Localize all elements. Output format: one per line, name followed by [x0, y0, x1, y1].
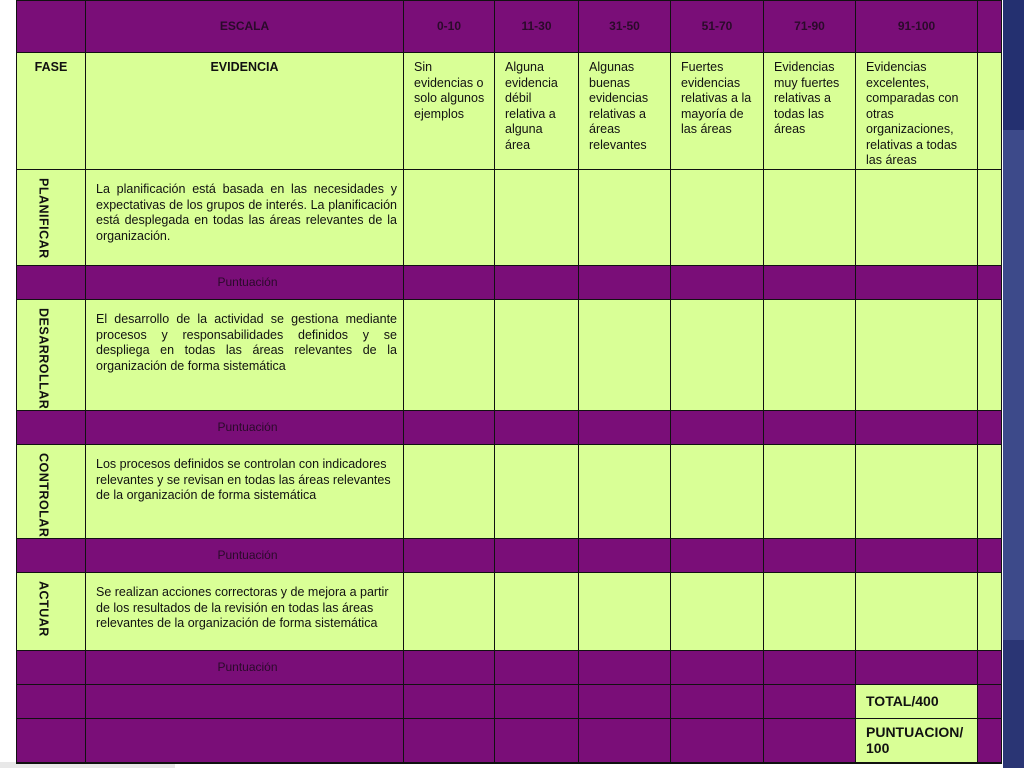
score-total-cell[interactable] — [404, 411, 495, 445]
score-total-cell[interactable] — [579, 266, 671, 300]
range-description-91-100: Evidencias excelentes, comparadas con otras organizaciones, relativas a todas las áreas — [856, 53, 978, 170]
score-total-cell[interactable] — [856, 411, 978, 445]
score-total-cell[interactable] — [856, 266, 978, 300]
score-total-cell[interactable] — [764, 266, 856, 300]
score-total-cell[interactable] — [671, 539, 764, 573]
range-description-11-30: Alguna evidencia débil relativa a alguna área — [495, 53, 579, 170]
score-total-cell[interactable] — [671, 651, 764, 685]
column-header-row — [17, 53, 1002, 170]
range-0-10: 0-10 — [404, 1, 495, 53]
score-total-cell[interactable] — [495, 266, 579, 300]
score-cell[interactable] — [579, 300, 671, 411]
extra-cell — [978, 445, 1002, 539]
score-cell[interactable] — [495, 445, 579, 539]
scale-label: ESCALA — [86, 1, 404, 53]
score-cell[interactable] — [495, 300, 579, 411]
phase-column-label: FASE — [17, 53, 86, 170]
score-cell[interactable] — [579, 445, 671, 539]
header-empty-cell — [17, 1, 86, 53]
score-cell[interactable] — [495, 573, 579, 651]
score-cell[interactable] — [856, 573, 978, 651]
score-total-cell[interactable] — [495, 411, 579, 445]
score-cell[interactable] — [856, 300, 978, 411]
score-total-cell[interactable] — [404, 651, 495, 685]
phase-name-cell — [17, 300, 86, 411]
extra-cell — [978, 53, 1002, 170]
phase-row-controlar — [17, 445, 1002, 539]
total-label: TOTAL/400 — [856, 685, 978, 719]
score-cell[interactable] — [764, 445, 856, 539]
phase-evidence: Se realizan acciones correctoras y de mejora a partir de los resultados de la revisión en todas las áreas relevantes de la organización de forma sistemática — [86, 573, 404, 651]
range-51-70: 51-70 — [671, 1, 764, 53]
phase-row-desarrollar — [17, 300, 1002, 411]
score-cell[interactable] — [404, 170, 495, 266]
range-description-31-50: Algunas buenas evidencias relativas a áreas relevantes — [579, 53, 671, 170]
score-total-cell[interactable] — [579, 411, 671, 445]
score-cell[interactable] — [764, 300, 856, 411]
phase-evidence: El desarrollo de la actividad se gestiona mediante procesos y responsabilidades definidos y se despliega en todas las áreas relevantes de la organización de forma sistemática — [86, 300, 404, 411]
score-total-cell[interactable] — [495, 651, 579, 685]
phase-name-cell — [17, 170, 86, 266]
score-cell[interactable] — [764, 573, 856, 651]
score-total-cell[interactable] — [671, 266, 764, 300]
extra-cell — [978, 170, 1002, 266]
score-row-actuar — [17, 651, 1002, 685]
score-total-cell[interactable] — [579, 539, 671, 573]
evidence-column-label: EVIDENCIA — [86, 53, 404, 170]
phase-evidence: La planificación está basada en las necesidades y expectativas de los grupos de interés. La planificación está desplegada en todas las áreas relevantes de la organización. — [86, 170, 404, 266]
score-cell[interactable] — [764, 170, 856, 266]
phase-name: CONTROLAR — [36, 453, 51, 538]
phase-name-cell — [17, 573, 86, 651]
evaluation-table — [16, 0, 1002, 763]
phase-row-planificar — [17, 170, 1002, 266]
score-cell[interactable] — [579, 170, 671, 266]
score-cell[interactable] — [856, 170, 978, 266]
side-band-top — [1003, 0, 1024, 130]
score-cell[interactable] — [495, 170, 579, 266]
score-total-cell[interactable] — [764, 411, 856, 445]
extra-cell — [978, 300, 1002, 411]
score-cell[interactable] — [579, 573, 671, 651]
score-label: Puntuación — [86, 266, 404, 300]
range-description-0-10: Sin evidencias o solo algunos ejemplos — [404, 53, 495, 170]
score-label: Puntuación — [86, 539, 404, 573]
range-71-90: 71-90 — [764, 1, 856, 53]
score-cell[interactable] — [671, 573, 764, 651]
header-extra-cell — [978, 1, 1002, 53]
phase-name: ACTUAR — [36, 581, 51, 637]
score-total-cell[interactable] — [671, 411, 764, 445]
total-row — [17, 685, 1002, 719]
range-31-50: 31-50 — [579, 1, 671, 53]
score-total-cell[interactable] — [856, 539, 978, 573]
score-row-controlar — [17, 539, 1002, 573]
score-total-cell[interactable] — [764, 651, 856, 685]
score-label: Puntuación — [86, 411, 404, 445]
score-cell[interactable] — [404, 445, 495, 539]
phase-name: PLANIFICAR — [36, 178, 51, 259]
score-cell[interactable] — [671, 445, 764, 539]
final-score-row — [17, 719, 1002, 763]
final-score-label: PUNTUACION/ 100 — [856, 719, 978, 763]
range-91-100: 91-100 — [856, 1, 978, 53]
extra-cell — [978, 573, 1002, 651]
range-description-71-90: Evidencias muy fuertes relativas a todas las áreas — [764, 53, 856, 170]
score-total-cell[interactable] — [764, 539, 856, 573]
score-cell[interactable] — [671, 300, 764, 411]
score-total-cell[interactable] — [856, 651, 978, 685]
range-11-30: 11-30 — [495, 1, 579, 53]
score-row-desarrollar — [17, 411, 1002, 445]
score-cell[interactable] — [856, 445, 978, 539]
scale-header-row — [17, 1, 1002, 53]
score-total-cell[interactable] — [495, 539, 579, 573]
score-cell[interactable] — [404, 300, 495, 411]
phase-name-cell — [17, 445, 86, 539]
score-total-cell[interactable] — [404, 266, 495, 300]
score-cell[interactable] — [671, 170, 764, 266]
score-row-planificar — [17, 266, 1002, 300]
score-label: Puntuación — [86, 651, 404, 685]
phase-name: DESARROLLAR — [36, 308, 51, 410]
score-total-cell[interactable] — [579, 651, 671, 685]
phase-row-actuar — [17, 573, 1002, 651]
range-description-51-70: Fuertes evidencias relativas a la mayoría de las áreas — [671, 53, 764, 170]
side-band-bottom — [1003, 640, 1024, 768]
side-band-middle — [1003, 130, 1024, 640]
score-cell[interactable] — [404, 573, 495, 651]
score-total-cell[interactable] — [404, 539, 495, 573]
phase-evidence: Los procesos definidos se controlan con indicadores relevantes y se revisan en todas las áreas relevantes de la organización de forma sistemática — [86, 445, 404, 539]
